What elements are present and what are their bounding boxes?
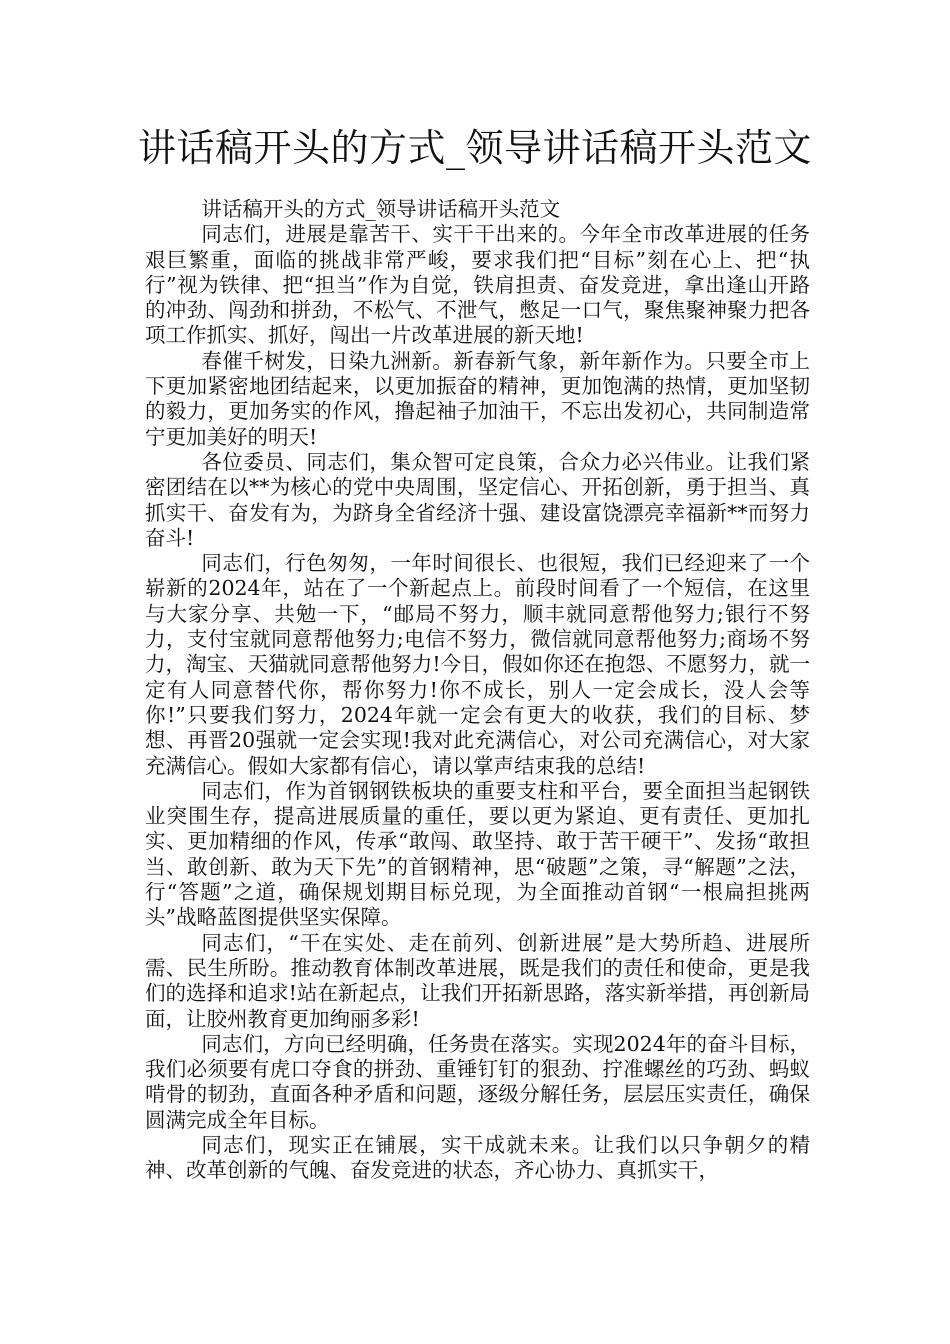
document-title: 讲话稿开头的方式_领导讲话稿开头范文: [137, 126, 812, 170]
body-paragraph: 同志们，作为首钢钢铁板块的重要支柱和平台，要全面担当起钢铁业突围生存，提高进展质量的重任，要以更为紧迫、更有责任、更加扎实、更加精细的作风，传承“敢闯、敢坚持、敢于苦干硬干”、发扬“敢担当、敢创新、敢为天下先”的首钢精神，思“破题”之策，寻“解题”之法，行“答题”之道，确保规划期目标兑现，为全面推动首钢“一根扁担挑两头”战略蓝图提供坚实保障。: [145, 778, 810, 930]
body-paragraph: 同志们，方向已经明确，任务贵在落实。实现2024年的奋斗目标，我们必须要有虎口夺食的拼劲、重锤钉钉的狠劲、拧准螺丝的巧劲、蚂蚁啃骨的韧劲，直面各种矛盾和问题，逐级分解任务，层层压实责任，确保圆满完成全年目标。: [145, 1031, 810, 1132]
body-paragraph: 同志们，“干在实处、走在前列、创新进展”是大势所趋、进展所需、民生所盼。推动教育体制改革进展，既是我们的责任和使命，更是我们的选择和追求!站在新起点，让我们开拓新思路，落实新举措，再创新局面，让胶州教育更加绚丽多彩!: [145, 930, 810, 1031]
document-subtitle: 讲话稿开头的方式_领导讲话稿开头范文: [201, 197, 561, 221]
body-paragraph: 同志们，现实正在铺展，实干成就未来。让我们以只争朝夕的精神、改革创新的气魄、奋发竞进的状态，齐心协力、真抓实干，: [145, 1132, 810, 1183]
body-paragraph: 同志们，进展是靠苦干、实干干出来的。今年全市改革进展的任务艰巨繁重，面临的挑战非常严峻，要求我们把“目标”刻在心上、把“执行”视为铁律、把“担当”作为自觉，铁肩担责、奋发竞进，拿出逢山开路的冲劲、闯劲和拼劲，不松气、不泄气，憋足一口气，聚焦聚神聚力把各项工作抓实、抓好，闯出一片改革进展的新天地!: [145, 222, 810, 348]
body-paragraph: 春催千树发，日染九洲新。新春新气象，新年新作为。只要全市上下更加紧密地团结起来，以更加振奋的精神，更加饱满的热情，更加坚韧的毅力，更加务实的作风，撸起袖子加油干，不忘出发初心，共同制造常宁更加美好的明天!: [145, 348, 810, 449]
body-paragraph: 各位委员、同志们，集众智可定良策，合众力必兴伟业。让我们紧密团结在以**为核心的党中央周围，坚定信心、开拓创新，勇于担当、真抓实干、奋发有为，为跻身全省经济十强、建设富饶漂亮幸福新**而努力奋斗!: [145, 449, 810, 550]
document-body: [145, 197, 810, 1184]
body-paragraph: 同志们，行色匆匆，一年时间很长、也很短，我们已经迎来了一个崭新的2024年，站在了一个新起点上。前段时间看了一个短信，在这里与大家分享、共勉一下，“邮局不努力，顺丰就同意帮他努力;银行不努力，支付宝就同意帮他努力;电信不努力，微信就同意帮他努力;商场不努力，淘宝、天猫就同意帮他努力!今日，假如你还在抱怨、不愿努力，就一定有人同意替代你，帮你努力!你不成长，别人一定会成长，没人会等你!”只要我们努力，2024年就一定会有更大的收获，我们的目标、梦想、再晋20强就一定会实现!我对此充满信心，对公司充满信心，对大家充满信心。假如大家都有信心，请以掌声结束我的总结!: [145, 551, 810, 778]
